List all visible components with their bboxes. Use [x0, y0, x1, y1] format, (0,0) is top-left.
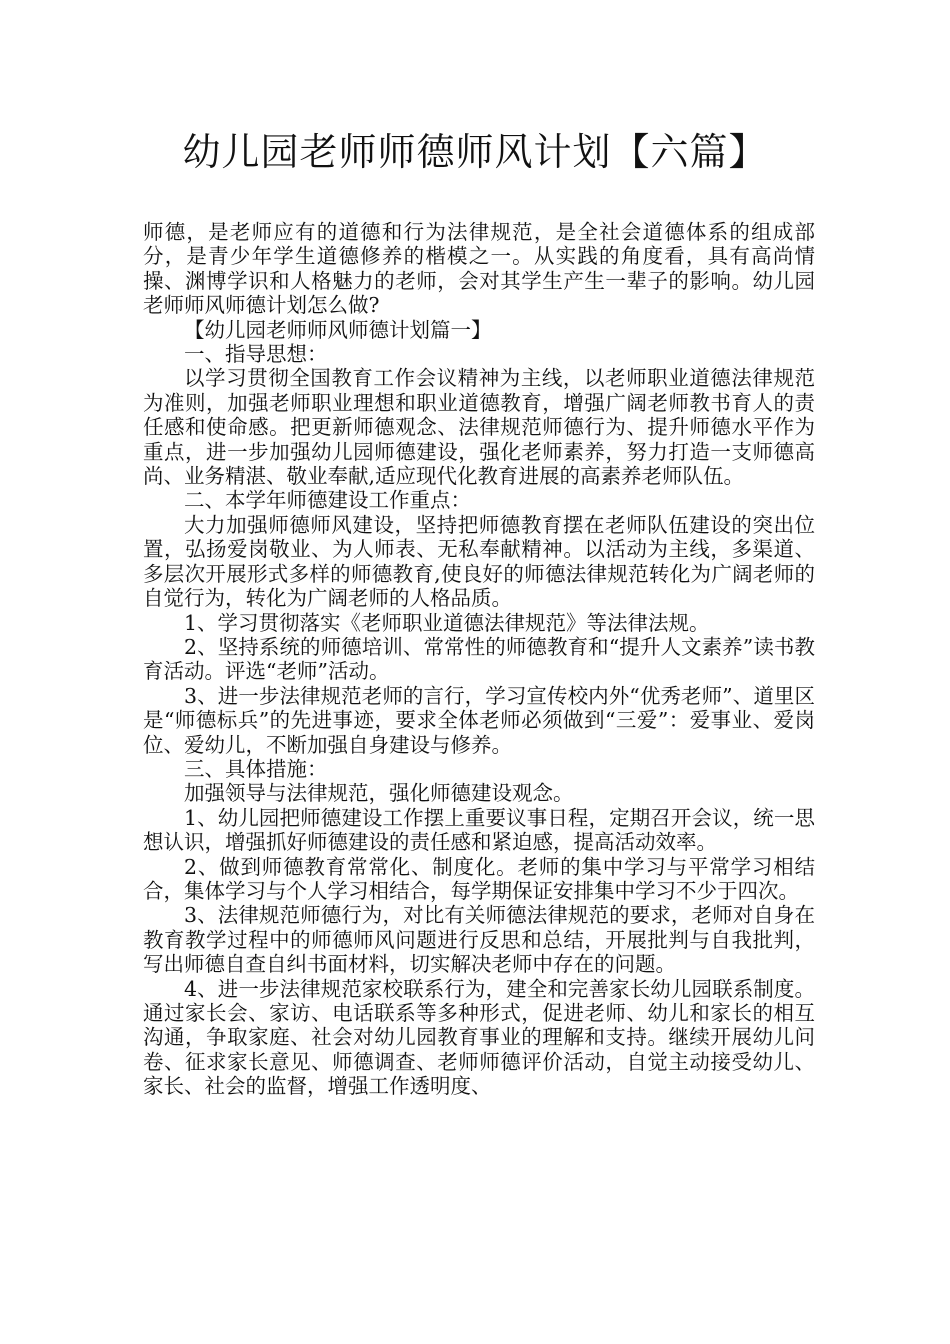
document-body: [143, 220, 815, 1099]
paragraph: 1、学习贯彻落实《老师职业道德法律规范》等法律法规。: [184, 610, 710, 635]
paragraph: 3、法律规范师德行为，对比有关师德法律规范的要求，老师对自身在教育教学过程中的师德师风问题进行反思和总结，开展批判与自我批判，写出师德自查自纠书面材料，切实解决老师中存在的问题。: [143, 903, 815, 977]
paragraph: 三、具体措施：: [184, 756, 328, 781]
paragraph: 2、坚持系统的师德培训、常常性的师德教育和“提升人文素养”读书教育活动。评选“老师”活动。: [143, 634, 815, 684]
paragraph: 3、进一步法律规范老师的言行，学习宣传校内外“优秀老师”、道里区是“师德标兵”的先进事迹，要求全体老师必须做到“三爱”：爱事业、爱岗位、爱幼儿，不断加强自身建设与修养。: [143, 683, 815, 757]
paragraph: 1、幼儿园把师德建设工作摆上重要议事日程，定期召开会议，统一思想认识，增强抓好师德建设的责任感和紧迫感，提高活动效率。: [143, 805, 815, 855]
paragraph: 4、进一步法律规范家校联系行为，建全和完善家长幼儿园联系制度。通过家长会、家访、电话联系等多种形式，促进老师、幼儿和家长的相互沟通，争取家庭、社会对幼儿园教育事业的理解和支持。继续开展幼儿问卷、征求家长意见、师德调查、老师师德评价活动，自觉主动接受幼儿、家长、社会的监督，增强工作透明度、: [143, 976, 815, 1099]
paragraph: 【幼儿园老师师风师德计划篇一】: [184, 317, 492, 342]
paragraph: 大力加强师德师风建设，坚持把师德教育摆在老师队伍建设的突出位置，弘扬爱岗敬业、为人师表、无私奉献精神。以活动为主线，多渠道、多层次开展形式多样的师德教育,使良好的师德法律规范转化为广阔老师的自觉行为，转化为广阔老师的人格品质。: [143, 512, 815, 611]
paragraph: 二、本学年师德建设工作重点：: [184, 488, 471, 513]
paragraph: 师德，是老师应有的道德和行为法律规范，是全社会道德体系的组成部分，是青少年学生道德修养的楷模之一。从实践的角度看，具有高尚情操、渊博学识和人格魅力的老师，会对其学生产生一辈子的影响。幼儿园老师师风师德计划怎么做?: [143, 220, 815, 318]
document-title: 幼儿园老师师德师风计划【六篇】: [182, 130, 768, 174]
paragraph: 2、做到师德教育常常化、制度化。老师的集中学习与平常学习相结合，集体学习与个人学习相结合，每学期保证安排集中学习不少于四次。: [143, 854, 815, 903]
paragraph: 以学习贯彻全国教育工作会议精神为主线，以老师职业道德法律规范为准则，加强老师职业理想和职业道德教育，增强广阔老师教书育人的责任感和使命感。把更新师德观念、法律规范师德行为、提升师德水平作为重点，进一步加强幼儿园师德建设，强化老师素养，努力打造一支师德高尚、业务精湛、敬业奉献,适应现代化教育进展的高素养老师队伍。: [143, 366, 815, 489]
paragraph: 一、指导思想：: [184, 342, 328, 367]
paragraph: 加强领导与法律规范，强化师德建设观念。: [184, 781, 574, 806]
